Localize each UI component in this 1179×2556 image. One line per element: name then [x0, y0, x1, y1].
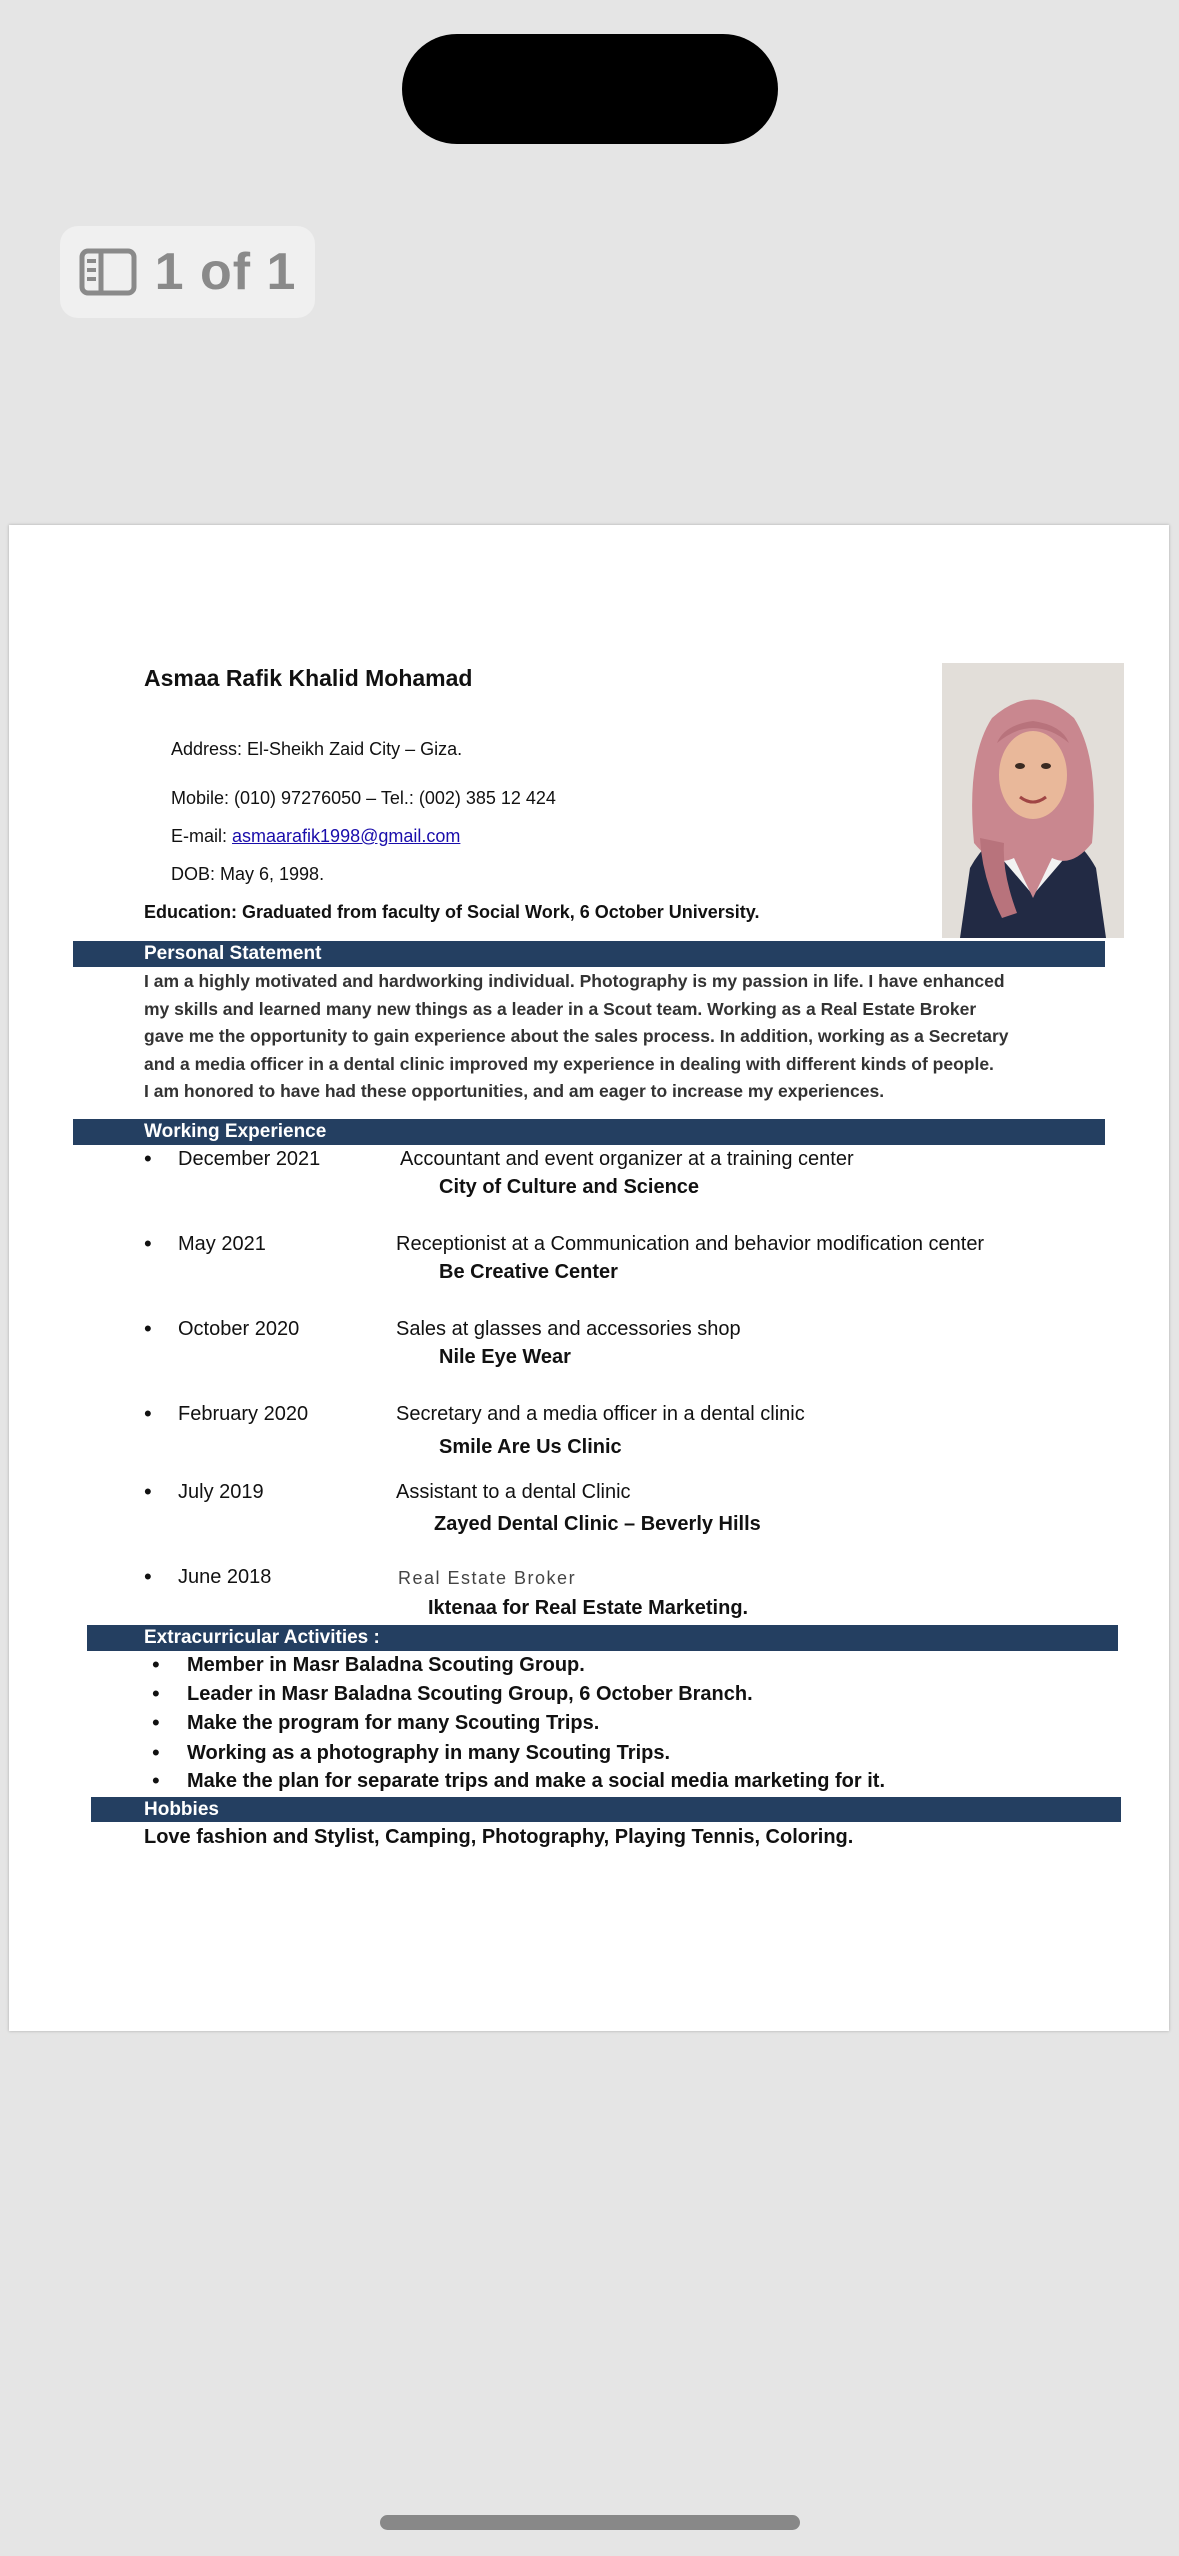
experience-org: Smile Are Us Clinic — [439, 1436, 622, 1458]
activity-item: Make the plan for separate trips and make a social media marketing for it. — [187, 1770, 886, 1792]
bullet: • — [144, 1146, 152, 1171]
experience-role: Receptionist at a Communication and behavior modification center — [396, 1233, 985, 1255]
statement-line: I am honored to have had these opportunities, and am eager to increase my experiences. — [144, 1081, 885, 1101]
personal-statement — [144, 968, 1064, 1106]
activities-header — [87, 1625, 1118, 1651]
personal-statement-title: Personal Statement — [144, 943, 322, 964]
experience-role: Assistant to a dental Clinic — [396, 1481, 631, 1503]
experience-org: Be Creative Center — [439, 1261, 618, 1283]
address: Address: El-Sheikh Zaid City – Giza. — [171, 739, 463, 759]
education: Education: Graduated from faculty of Social Work, 6 October University. — [144, 902, 760, 922]
email-line — [171, 826, 460, 847]
hobbies-header — [91, 1797, 1121, 1822]
experience-role: Real Estate Broker — [398, 1568, 577, 1588]
experience-date: October 2020 — [178, 1318, 300, 1340]
experience-date: May 2021 — [178, 1233, 266, 1255]
resume-name: Asmaa Rafik Khalid Mohamad — [144, 665, 473, 691]
experience-date: December 2021 — [178, 1148, 321, 1170]
personal-statement-header — [73, 941, 1105, 967]
activity-item: Leader in Masr Baladna Scouting Group, 6 October Branch. — [187, 1683, 753, 1705]
home-indicator[interactable] — [380, 2515, 800, 2530]
experience-org: Iktenaa for Real Estate Marketing. — [428, 1597, 749, 1619]
experience-org: Zayed Dental Clinic – Beverly Hills — [434, 1513, 761, 1535]
activity-item: Make the program for many Scouting Trips. — [187, 1712, 600, 1734]
hobbies-title: Hobbies — [144, 1799, 219, 1820]
experience-role: Secretary and a media officer in a dental clinic — [396, 1403, 805, 1425]
activities-title: Extracurricular Activities : — [144, 1627, 380, 1648]
sidebar-icon — [79, 248, 137, 296]
working-experience-header — [73, 1119, 1105, 1145]
experience-org: Nile Eye Wear — [439, 1346, 571, 1368]
experience-role: Sales at glasses and accessories shop — [396, 1318, 741, 1340]
bullet: • — [152, 1768, 160, 1793]
statement-line: I am a highly motivated and hardworking individual. Photography is my passion in life. I have enhanced — [144, 971, 1005, 991]
dynamic-island — [402, 34, 778, 144]
page-counter-button[interactable] — [60, 226, 315, 318]
working-experience-title: Working Experience — [144, 1121, 327, 1142]
bullet: • — [152, 1652, 160, 1677]
statement-line: my skills and learned many new things as a leader in a Scout team. Working as a Real Estate Broker — [144, 998, 977, 1019]
profile-photo — [942, 663, 1124, 938]
bullet: • — [152, 1710, 160, 1735]
bullet: • — [152, 1681, 160, 1706]
bullet: • — [144, 1479, 152, 1504]
experience-role: Accountant and event organizer at a training center — [400, 1148, 854, 1170]
experience-date: June 2018 — [178, 1566, 272, 1588]
experience-org: City of Culture and Science — [439, 1176, 700, 1198]
mobile: Mobile: (010) 97276050 – Tel.: (002) 385 12 424 — [171, 788, 556, 808]
page-count: 1 of 1 — [154, 243, 297, 301]
bullet: • — [144, 1401, 152, 1426]
statement-line: and a media officer in a dental clinic improved my experience in dealing with different kinds of people. — [144, 1053, 994, 1074]
bullet: • — [144, 1564, 152, 1589]
bullet: • — [152, 1740, 160, 1765]
email-label: E-mail: — [171, 826, 233, 846]
bullet: • — [144, 1231, 152, 1256]
activity-item: Member in Masr Baladna Scouting Group. — [187, 1654, 585, 1676]
dob: DOB: May 6, 1998. — [171, 864, 325, 884]
experience-date: July 2019 — [178, 1481, 264, 1503]
email-link[interactable]: asmaarafik1998@gmail.com — [232, 826, 461, 846]
activity-item: Working as a photography in many Scouting Trips. — [187, 1742, 671, 1764]
bullet: • — [144, 1316, 152, 1341]
hobbies-text: Love fashion and Stylist, Camping, Photography, Playing Tennis, Coloring. — [144, 1826, 854, 1848]
document-page[interactable] — [9, 525, 1169, 2031]
experience-date: February 2020 — [178, 1403, 309, 1425]
statement-line: gave me the opportunity to gain experience about the sales process. In addition, working as a Secretary — [144, 1026, 1009, 1046]
